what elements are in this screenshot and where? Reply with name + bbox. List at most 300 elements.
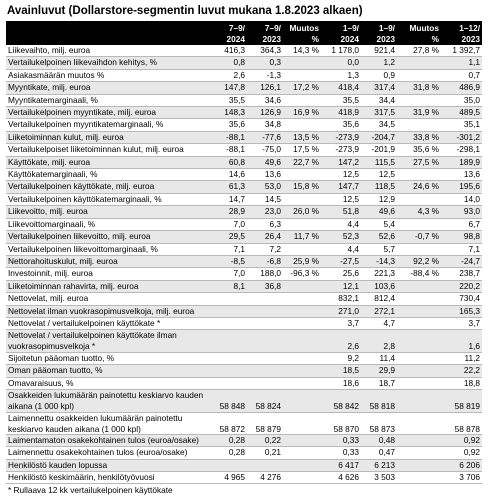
column-header-line1 (6, 21, 211, 33)
table-row (6, 243, 482, 255)
table-cell: 35,5 (211, 94, 247, 106)
table-row (6, 459, 482, 471)
table-row (6, 119, 482, 131)
table-row (6, 317, 482, 329)
row-label: Käyttökatemarginaali, % (6, 169, 211, 181)
table-cell: -88,4 % (397, 268, 441, 280)
table-cell (397, 293, 441, 305)
table-row (6, 231, 482, 243)
table-row (6, 305, 482, 317)
table-cell: 58 824 (247, 390, 283, 413)
table-cell: 58 878 (441, 412, 482, 435)
table-cell (211, 377, 247, 389)
table-cell: 4,3 % (397, 206, 441, 218)
row-label: Vertailukelpoiset liiketoiminnan kulut, milj. euroa (6, 144, 211, 156)
table-cell: 103,6 (361, 280, 397, 292)
table-cell: 126,9 (247, 107, 283, 119)
table-cell: 23,0 (247, 206, 283, 218)
table-cell: 317,5 (361, 107, 397, 119)
table-cell: 18,5 (321, 365, 361, 377)
table-cell: 53,0 (247, 181, 283, 193)
table-row (6, 94, 482, 106)
table-cell: 98,8 (441, 231, 482, 243)
table-cell: 6 206 (441, 459, 482, 471)
table-cell (283, 69, 321, 81)
table-header (6, 21, 482, 45)
table-cell (397, 169, 441, 181)
table-cell: 0,33 (321, 435, 361, 447)
table-cell: 147,8 (211, 82, 247, 94)
table-cell (397, 94, 441, 106)
table-cell (397, 330, 441, 353)
table-cell (397, 305, 441, 317)
table-cell: 11,4 (361, 352, 397, 364)
table-cell: 26,4 (247, 231, 283, 243)
table-cell: 58 818 (361, 390, 397, 413)
row-label: Liiketoiminnan rahavirta, milj. euroa (6, 280, 211, 292)
table-cell (283, 365, 321, 377)
table-cell: 4 965 (211, 471, 247, 483)
table-cell: 3,7 (441, 317, 482, 329)
table-cell: 4 276 (247, 471, 283, 483)
table-cell: 14,5 (247, 193, 283, 205)
table-row (6, 435, 482, 447)
table-cell: -88,1 (211, 144, 247, 156)
table-cell: 60,8 (211, 156, 247, 168)
table-cell: 730,4 (441, 293, 482, 305)
table-cell: 34,8 (247, 119, 283, 131)
table-cell (247, 352, 283, 364)
column-header-line1: Muutos (283, 21, 321, 33)
footnote: * Rullaava 12 kk vertailukelpoinen käyttökate (8, 485, 173, 496)
table-cell: 165,3 (441, 305, 482, 317)
table-cell: 12,9 (361, 193, 397, 205)
table-cell: 12,5 (321, 193, 361, 205)
table-cell: 14,0 (441, 193, 482, 205)
table-cell (283, 435, 321, 447)
table-cell: 0,7 (441, 69, 482, 81)
table-cell: 364,3 (247, 45, 283, 57)
table-cell (397, 69, 441, 81)
table-cell: 34,5 (361, 119, 397, 131)
table-cell: -0,7 % (397, 231, 441, 243)
table-cell (247, 293, 283, 305)
table-cell: 13,6 (247, 169, 283, 181)
table-cell: 0,28 (211, 435, 247, 447)
table-cell (283, 94, 321, 106)
table-cell (397, 435, 441, 447)
table-cell: 7,0 (211, 268, 247, 280)
table-cell (397, 193, 441, 205)
table-cell: -14,3 (361, 255, 397, 267)
table-cell: 49,6 (247, 156, 283, 168)
table-cell: 189,9 (441, 156, 482, 168)
table-row (6, 268, 482, 280)
column-header-line2: % (283, 33, 321, 45)
table-cell: 0,21 (247, 447, 283, 459)
table-cell: 58 842 (321, 390, 361, 413)
table-cell: 0,92 (441, 435, 482, 447)
table-cell (283, 412, 321, 435)
table-cell (247, 365, 283, 377)
table-cell: 1,3 (321, 69, 361, 81)
table-row (6, 255, 482, 267)
table-cell: 8,1 (211, 280, 247, 292)
table-cell: 52,3 (321, 231, 361, 243)
table-cell: 272,1 (361, 305, 397, 317)
row-label: Vertailukelpoinen myyntikate, milj. euroa (6, 107, 211, 119)
table-cell: 28,9 (211, 206, 247, 218)
row-label: Investoinnit, milj. euroa (6, 268, 211, 280)
table-cell: 35,1 (441, 119, 482, 131)
table-cell: -273,9 (321, 131, 361, 143)
row-label: Henkilöstö keskimäärin, henkilötyövuosi (6, 471, 211, 483)
table-cell (397, 280, 441, 292)
table-cell: 0,8 (211, 57, 247, 69)
row-label: Laimennettu osakkeiden lukumäärän painotettu keskiarvo kauden aikana (1 000 kpl) (6, 412, 211, 435)
table-cell: -8,5 (211, 255, 247, 267)
table-cell (397, 119, 441, 131)
table-cell: 13,6 (441, 169, 482, 181)
row-label: Omavaraisuus, % (6, 377, 211, 389)
table-cell: 12,5 (361, 169, 397, 181)
table-cell: 5,4 (361, 218, 397, 230)
table-cell: 58 848 (211, 390, 247, 413)
table-cell: 115,5 (361, 156, 397, 168)
table-cell: 0,22 (247, 435, 283, 447)
table-cell: 0,33 (321, 447, 361, 459)
table-cell (211, 293, 247, 305)
table-cell: -77,6 (247, 131, 283, 143)
table-cell: 17,2 % (283, 82, 321, 94)
row-label: Liikevoitto, milj. euroa (6, 206, 211, 218)
table-cell (283, 293, 321, 305)
table-cell: 13,5 % (283, 131, 321, 143)
table-cell (283, 119, 321, 131)
table-cell: 148,3 (211, 107, 247, 119)
table-cell (283, 459, 321, 471)
table-cell (283, 169, 321, 181)
table-cell (397, 57, 441, 69)
document-title: Avainluvut (Dollarstore-segmentin luvut mukana 1.8.2023 alkaen) (7, 5, 363, 17)
table-cell: 418,4 (321, 82, 361, 94)
table-cell (247, 377, 283, 389)
table-cell: 22,7 % (283, 156, 321, 168)
table-cell: 0,47 (361, 447, 397, 459)
table-row (6, 471, 482, 483)
table-cell: 29,5 (211, 231, 247, 243)
table-cell: 58 879 (247, 412, 283, 435)
table-cell: 11,7 % (283, 231, 321, 243)
column-header-line1: 7–9/ (247, 21, 283, 33)
row-label: Nettovelat, milj. euroa (6, 293, 211, 305)
table-cell: 6,7 (441, 218, 482, 230)
table-cell: 52,6 (361, 231, 397, 243)
table-cell: -298,1 (441, 144, 482, 156)
table-cell (397, 365, 441, 377)
table-cell: 36,8 (247, 280, 283, 292)
column-header-line2 (6, 33, 211, 45)
table-cell: 7,2 (247, 243, 283, 255)
table-cell: 812,4 (361, 293, 397, 305)
row-label: Liikevoittomarginaali, % (6, 218, 211, 230)
table-cell: 220,2 (441, 280, 482, 292)
table-cell: -6,8 (247, 255, 283, 267)
table-cell: 317,4 (361, 82, 397, 94)
table-cell (397, 412, 441, 435)
table-row (6, 82, 482, 94)
table-cell (283, 352, 321, 364)
table-cell: 18,6 (321, 377, 361, 389)
table-cell: 118,5 (361, 181, 397, 193)
table-cell (211, 317, 247, 329)
table-cell: 6 213 (361, 459, 397, 471)
table-body (6, 45, 482, 484)
row-label: Myyntikate, milj. euroa (6, 82, 211, 94)
column-header-line1: 1–12/ (441, 21, 482, 33)
table-row (6, 57, 482, 69)
row-label: Vertailukelpoinen liikevoitto, milj. euroa (6, 231, 211, 243)
row-label: Asiakasmäärän muutos % (6, 69, 211, 81)
table-cell: 1,1 (441, 57, 482, 69)
row-label: Vertailukelpoinen käyttökatemarginaali, % (6, 193, 211, 205)
table-cell: 35,6 % (397, 144, 441, 156)
table-row (6, 218, 482, 230)
table-cell: 35,6 (211, 119, 247, 131)
table-cell: 22,2 (441, 365, 482, 377)
table-cell: 49,6 (361, 206, 397, 218)
table-cell (397, 459, 441, 471)
row-label: Vertailukelpoinen käyttökate, milj. euroa (6, 181, 211, 193)
column-header-line1: 1–9/ (321, 21, 361, 33)
table-cell: 14,6 (211, 169, 247, 181)
table-cell: 35,6 (321, 119, 361, 131)
row-label: Nettorahoituskulut, milj. euroa (6, 255, 211, 267)
table-cell: 4,7 (361, 317, 397, 329)
table-cell: 12,5 (321, 169, 361, 181)
table-cell: 12,1 (321, 280, 361, 292)
table-cell: 1 178,0 (321, 45, 361, 57)
table-cell: 0,48 (361, 435, 397, 447)
table-cell (283, 57, 321, 69)
table-cell: 0,92 (441, 447, 482, 459)
table-cell: 147,2 (321, 156, 361, 168)
row-label: Myyntikatemarginaali, % (6, 94, 211, 106)
table-cell: 18,8 (441, 377, 482, 389)
table-cell (247, 330, 283, 353)
table-cell: 0,9 (361, 69, 397, 81)
table-cell: 921,4 (361, 45, 397, 57)
table-cell (397, 447, 441, 459)
row-label: Laimennettu osakekohtainen tulos (euroa/osake) (6, 447, 211, 459)
table-row (6, 181, 482, 193)
table-cell (397, 218, 441, 230)
table-row (6, 352, 482, 364)
table-cell: 188,0 (247, 268, 283, 280)
table-cell: 24,6 % (397, 181, 441, 193)
table-cell: 4,4 (321, 218, 361, 230)
table-cell (397, 352, 441, 364)
table-row (6, 412, 482, 435)
table-cell: 6 417 (321, 459, 361, 471)
table-cell: 27,8 % (397, 45, 441, 57)
table-cell: 14,3 % (283, 45, 321, 57)
table-row (6, 390, 482, 413)
table-cell: 51,8 (321, 206, 361, 218)
row-label: Liikevaihto, milj. euroa (6, 45, 211, 57)
key-figures-table (6, 21, 482, 484)
table-cell: 3 503 (361, 471, 397, 483)
table-cell: 3,7 (321, 317, 361, 329)
column-header-line2: 2024 (321, 33, 361, 45)
table-cell: 9,2 (321, 352, 361, 364)
table-cell (211, 365, 247, 377)
table-cell: 18,7 (361, 377, 397, 389)
table-cell (283, 305, 321, 317)
table-row (6, 131, 482, 143)
table-cell: 7,1 (441, 243, 482, 255)
table-cell: 29,9 (361, 365, 397, 377)
column-header-line1: Muutos (397, 21, 441, 33)
row-label: Vertailukelpoinen myyntikatemarginaali, % (6, 119, 211, 131)
table-row (6, 169, 482, 181)
row-label: Nettovelat / vertailukelpoinen käyttökate ilman vuokrasopimusvelkoja * (6, 330, 211, 353)
row-label: Käyttökate, milj. euroa (6, 156, 211, 168)
table-cell: 58 819 (441, 390, 482, 413)
table-cell: 832,1 (321, 293, 361, 305)
row-label: Henkilöstö kauden lopussa (6, 459, 211, 471)
table-cell (283, 280, 321, 292)
table-row (6, 377, 482, 389)
column-header-line1: 1–9/ (361, 21, 397, 33)
table-cell: 126,1 (247, 82, 283, 94)
table-cell: 6,3 (247, 218, 283, 230)
table-cell (283, 447, 321, 459)
table-cell: 16,9 % (283, 107, 321, 119)
table-cell: 31,9 % (397, 107, 441, 119)
table-cell: 31,8 % (397, 82, 441, 94)
table-cell: 4,4 (321, 243, 361, 255)
table-cell: 195,6 (441, 181, 482, 193)
table-cell: 147,7 (321, 181, 361, 193)
table-row (6, 69, 482, 81)
table-cell (397, 390, 441, 413)
table-cell (397, 317, 441, 329)
table-cell: 33,8 % (397, 131, 441, 143)
table-cell: -201,9 (361, 144, 397, 156)
column-header-line1: 7–9/ (211, 21, 247, 33)
table-cell: 271,0 (321, 305, 361, 317)
table-cell (283, 377, 321, 389)
table-cell (397, 377, 441, 389)
table-cell (397, 471, 441, 483)
table-cell: -273,9 (321, 144, 361, 156)
table-cell: 2,6 (211, 69, 247, 81)
table-cell: 486,9 (441, 82, 482, 94)
table-row (6, 365, 482, 377)
row-label: Sijoitetun pääoman tuotto, % (6, 352, 211, 364)
table-cell: 25,6 (321, 268, 361, 280)
table-cell (247, 459, 283, 471)
table-cell: 238,7 (441, 268, 482, 280)
row-label: Nettovelat ilman vuokrasopimusvelkoja, milj. euroa (6, 305, 211, 317)
table-cell: 58 872 (211, 412, 247, 435)
table-row (6, 206, 482, 218)
table-cell: 93,0 (441, 206, 482, 218)
table-cell: 35,5 (321, 94, 361, 106)
table-row (6, 447, 482, 459)
table-row (6, 293, 482, 305)
table-cell: 1 392,7 (441, 45, 482, 57)
table-cell: 2,8 (361, 330, 397, 353)
table-cell: 221,3 (361, 268, 397, 280)
table-cell (211, 352, 247, 364)
table-cell: -96,3 % (283, 268, 321, 280)
row-label: Osakkeiden lukumäärän painotettu keskiarvo kauden aikana (1 000 kpl) (6, 390, 211, 413)
table-row (6, 193, 482, 205)
table-row (6, 156, 482, 168)
column-header-line2: 2023 (441, 33, 482, 45)
table-row (6, 107, 482, 119)
table-cell: 17,5 % (283, 144, 321, 156)
table-cell: 7,1 (211, 243, 247, 255)
table-cell (211, 305, 247, 317)
column-header-line2: 2024 (211, 33, 247, 45)
table-cell: -75,0 (247, 144, 283, 156)
table-cell (397, 243, 441, 255)
row-label: Vertailukelpoinen liikevoittomarginaali, % (6, 243, 211, 255)
table-cell: -27,5 (321, 255, 361, 267)
table-row (6, 330, 482, 353)
table-cell (211, 330, 247, 353)
table-cell: 489,5 (441, 107, 482, 119)
row-label: Vertailukelpoinen liikevaihdon kehitys, % (6, 57, 211, 69)
table-cell (247, 305, 283, 317)
table-cell (211, 459, 247, 471)
table-cell: 58 870 (321, 412, 361, 435)
table-cell: 0,0 (321, 57, 361, 69)
table-cell: 25,9 % (283, 255, 321, 267)
table-cell (247, 317, 283, 329)
table-cell (283, 218, 321, 230)
table-cell: 416,3 (211, 45, 247, 57)
table-cell: 7,0 (211, 218, 247, 230)
table-cell: 2,6 (321, 330, 361, 353)
table-cell: 92,2 % (397, 255, 441, 267)
table-cell: 1,6 (441, 330, 482, 353)
table-cell (283, 390, 321, 413)
table-row (6, 45, 482, 57)
table-cell: 5,7 (361, 243, 397, 255)
table-cell: 61,3 (211, 181, 247, 193)
row-label: Liiketoiminnan kulut, milj. euroa (6, 131, 211, 143)
table-cell: -301,2 (441, 131, 482, 143)
column-header-line2: % (397, 33, 441, 45)
table-cell: 418,9 (321, 107, 361, 119)
table-cell: 4 626 (321, 471, 361, 483)
table-cell (283, 330, 321, 353)
table-cell: 0,28 (211, 447, 247, 459)
table-row (6, 280, 482, 292)
row-label: Nettovelat / vertailukelpoinen käyttökate * (6, 317, 211, 329)
table-cell: 34,4 (361, 94, 397, 106)
table-cell: 15,8 % (283, 181, 321, 193)
table-cell (283, 317, 321, 329)
table-row (6, 144, 482, 156)
table-cell: 14,7 (211, 193, 247, 205)
table-cell (283, 243, 321, 255)
column-header-line2: 2023 (247, 33, 283, 45)
